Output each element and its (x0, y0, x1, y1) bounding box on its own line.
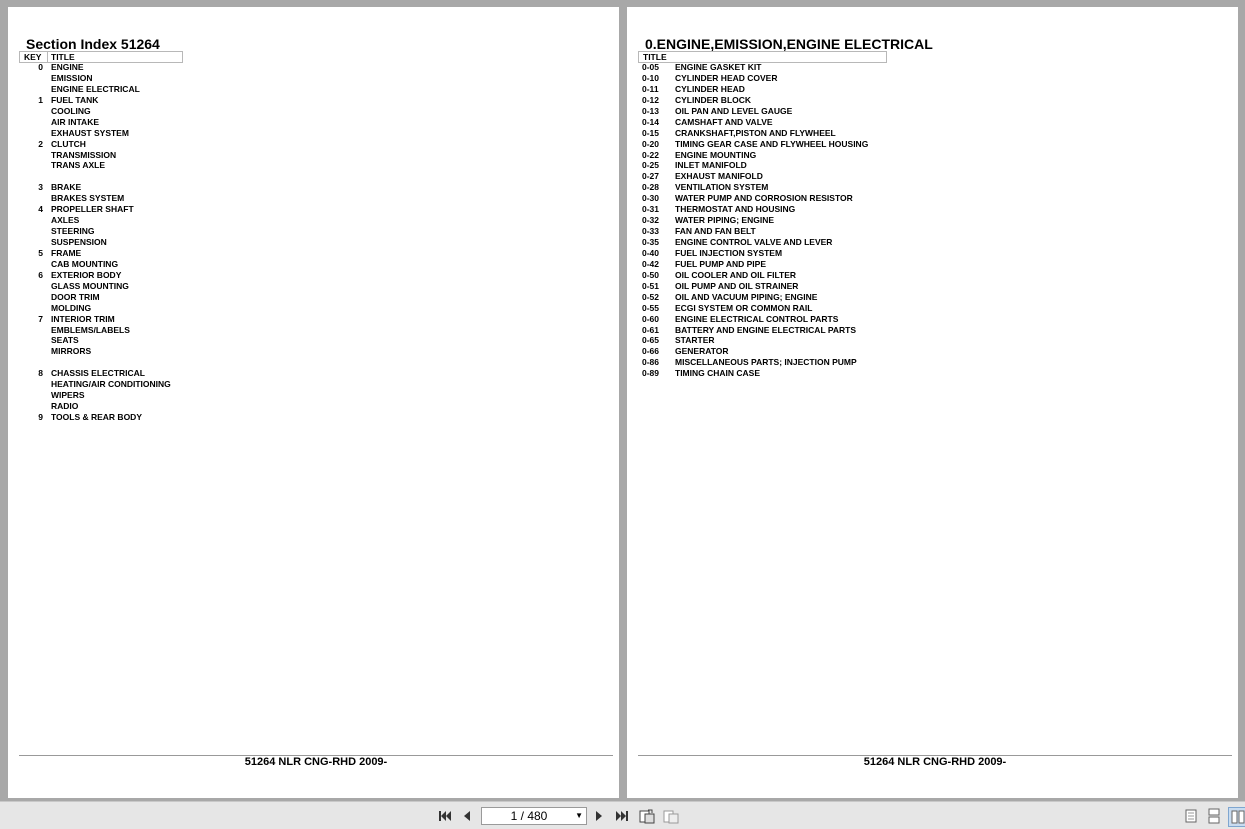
row-key: 2 (38, 138, 43, 149)
row-title: CLUTCH (51, 138, 86, 149)
page-footer: 51264 NLR CNG-RHD 2009- (863, 756, 1007, 768)
page-indicator: 1 / 480 (510, 809, 548, 823)
row-title: BRAKES SYSTEM (51, 193, 125, 204)
row-key: 0 (38, 62, 43, 72)
row-title: OIL COOLER AND OIL FILTER (675, 269, 797, 280)
section-index-title: Section Index 51264 (26, 36, 160, 52)
header-divider (47, 52, 48, 62)
previous-page-icon[interactable] (460, 807, 474, 825)
row-title: ENGINE ELECTRICAL CONTROL PARTS (675, 313, 839, 324)
row-key: 0-05 (642, 62, 660, 72)
key-column-header: KEY (24, 52, 42, 62)
row-key: 0-32 (642, 215, 660, 226)
row-title: PROPELLER SHAFT (51, 204, 134, 215)
section-heading: 0.ENGINE,EMISSION,ENGINE ELECTRICAL (645, 36, 933, 52)
row-key: 0-20 (642, 138, 660, 149)
right-page (627, 7, 1238, 798)
row-key: 0-40 (642, 247, 660, 258)
row-title: MIRRORS (51, 346, 92, 357)
row-title: COOLING (51, 105, 91, 116)
row-key: 7 (38, 313, 43, 324)
row-title: TRANS AXLE (51, 160, 105, 171)
row-key: 0-15 (642, 127, 660, 138)
rotate-view-icon[interactable] (638, 807, 655, 825)
row-key: 0-51 (642, 280, 660, 291)
row-key: 8 (38, 368, 43, 379)
row-title: ENGINE CONTROL VALVE AND LEVER (675, 237, 833, 247)
row-key: 1 (38, 94, 43, 105)
row-key: 9 (38, 412, 43, 422)
row-title: GENERATOR (675, 346, 729, 357)
row-title: RADIO (51, 401, 79, 412)
row-title: EXHAUST SYSTEM (51, 127, 129, 138)
row-title: WATER PUMP AND CORROSION RESISTOR (675, 193, 853, 204)
row-title: FUEL INJECTION SYSTEM (675, 247, 783, 258)
row-key: 0-60 (642, 313, 660, 324)
first-page-icon[interactable] (437, 807, 453, 825)
row-key: 0-22 (642, 149, 660, 160)
row-title: CAMSHAFT AND VALVE (675, 116, 773, 127)
row-title: CRANKSHAFT,PISTON AND FLYWHEEL (675, 127, 836, 138)
row-title: EMISSION (51, 72, 93, 83)
row-title: CHASSIS ELECTRICAL (51, 368, 145, 379)
row-title: STEERING (51, 226, 95, 237)
row-title: ENGINE (51, 62, 84, 72)
row-key: 0-89 (642, 368, 660, 379)
row-key: 5 (38, 247, 43, 258)
row-title: ENGINE ELECTRICAL (51, 83, 140, 94)
index-table-header (19, 51, 183, 63)
row-title: INLET MANIFOLD (675, 160, 747, 171)
two-page-view-icon[interactable] (1228, 807, 1245, 827)
row-key: 0-10 (642, 72, 660, 83)
row-title: OIL AND VACUUM PIPING; ENGINE (675, 291, 818, 302)
row-title: SUSPENSION (51, 237, 107, 247)
row-title: HEATING/AIR CONDITIONING (51, 379, 171, 390)
row-title: OIL PAN AND LEVEL GAUGE (675, 105, 793, 116)
row-title: CAB MOUNTING (51, 258, 119, 269)
chevron-down-icon: ▼ (575, 811, 583, 820)
row-title: CYLINDER HEAD (675, 83, 745, 94)
next-page-icon[interactable] (592, 807, 606, 825)
row-title: ENGINE GASKET KIT (675, 62, 762, 72)
row-title: EMBLEMS/LABELS (51, 324, 130, 335)
row-title: STARTER (675, 335, 715, 346)
row-key: 0-66 (642, 346, 660, 357)
row-key: 0-14 (642, 116, 660, 127)
row-key: 4 (38, 204, 43, 215)
single-page-icon[interactable] (1184, 807, 1198, 825)
row-title: CYLINDER HEAD COVER (675, 72, 778, 83)
fit-page-icon[interactable] (662, 807, 679, 825)
row-key: 0-86 (642, 357, 660, 368)
row-title: SEATS (51, 335, 79, 346)
page-footer: 51264 NLR CNG-RHD 2009- (244, 756, 388, 768)
left-page (8, 7, 619, 798)
row-title: FUEL PUMP AND PIPE (675, 258, 766, 269)
row-key: 0-65 (642, 335, 660, 346)
row-title: GLASS MOUNTING (51, 280, 129, 291)
row-title: TOOLS & REAR BODY (51, 412, 142, 422)
row-title: EXTERIOR BODY (51, 269, 122, 280)
row-title: ECGI SYSTEM OR COMMON RAIL (675, 302, 813, 313)
row-title: WIPERS (51, 390, 85, 401)
title-column-header: TITLE (51, 52, 75, 62)
row-key: 0-12 (642, 94, 660, 105)
row-key: 6 (38, 269, 43, 280)
row-key: 0-31 (642, 204, 660, 215)
row-key: 0-25 (642, 160, 660, 171)
row-title: WATER PIPING; ENGINE (675, 215, 775, 226)
row-title: AXLES (51, 215, 80, 226)
page-number-select[interactable] (481, 807, 587, 825)
row-key: 0-30 (642, 193, 660, 204)
row-key: 0-50 (642, 269, 660, 280)
row-title: TIMING CHAIN CASE (675, 368, 760, 379)
row-key: 0-61 (642, 324, 660, 335)
continuous-page-icon[interactable] (1207, 807, 1221, 825)
last-page-icon[interactable] (614, 807, 630, 825)
row-title: FAN AND FAN BELT (675, 226, 756, 237)
row-title: EXHAUST MANIFOLD (675, 171, 763, 182)
row-title: BRAKE (51, 182, 82, 193)
row-key: 0-35 (642, 237, 660, 247)
row-title: DOOR TRIM (51, 291, 100, 302)
row-title: FUEL TANK (51, 94, 99, 105)
row-key: 0-11 (642, 83, 659, 94)
row-title: TIMING GEAR CASE AND FLYWHEEL HOUSING (675, 138, 869, 149)
row-title: ENGINE MOUNTING (675, 149, 757, 160)
row-title: CYLINDER BLOCK (675, 94, 752, 105)
row-key: 0-13 (642, 105, 660, 116)
title-column-header: TITLE (643, 52, 667, 62)
row-title: BATTERY AND ENGINE ELECTRICAL PARTS (675, 324, 857, 335)
row-title: MISCELLANEOUS PARTS; INJECTION PUMP (675, 357, 857, 368)
row-title: TRANSMISSION (51, 149, 117, 160)
row-title: THERMOSTAT AND HOUSING (675, 204, 796, 215)
row-key: 0-27 (642, 171, 660, 182)
row-title: MOLDING (51, 302, 92, 313)
row-key: 0-55 (642, 302, 660, 313)
row-title: FRAME (51, 247, 82, 258)
row-key: 3 (38, 182, 43, 193)
viewer-toolbar (0, 801, 1245, 829)
row-title: AIR INTAKE (51, 116, 100, 127)
row-key: 0-42 (642, 258, 660, 269)
row-key: 0-28 (642, 182, 660, 193)
row-title: VENTILATION SYSTEM (675, 182, 769, 193)
row-title: OIL PUMP AND OIL STRAINER (675, 280, 799, 291)
row-title: INTERIOR TRIM (51, 313, 115, 324)
row-key: 0-33 (642, 226, 660, 237)
row-key: 0-52 (642, 291, 660, 302)
